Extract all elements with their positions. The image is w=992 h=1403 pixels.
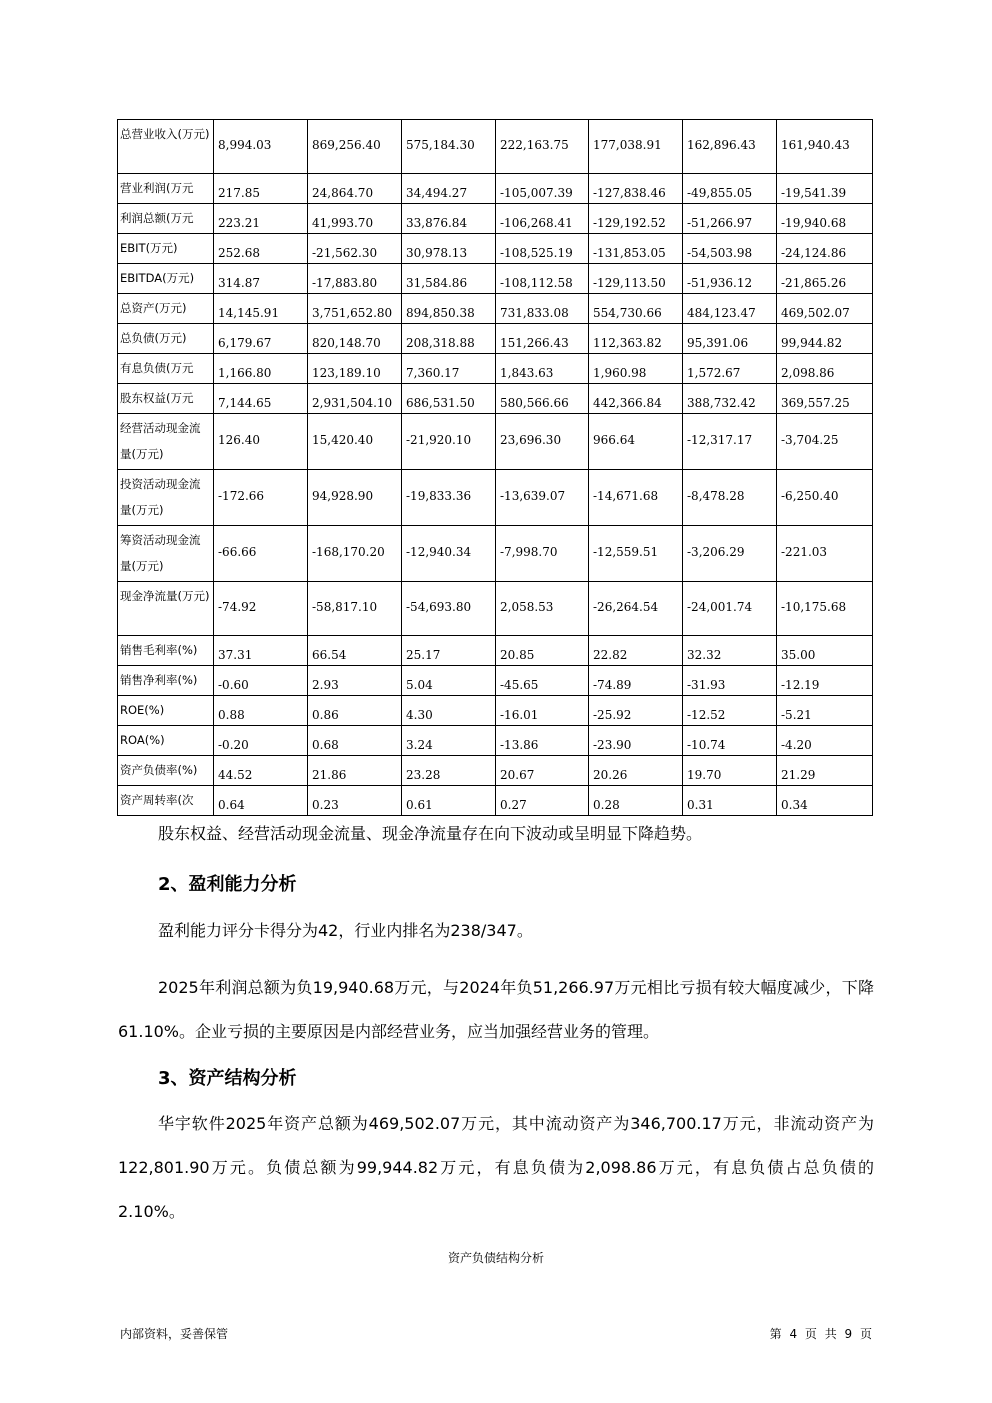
financial-table-body [118,120,873,816]
table-cell: 208,318.88 [402,324,496,354]
table-cell: -24,001.74 [683,582,777,636]
table-cell: 1,572.67 [683,354,777,384]
table-cell: 369,557.25 [777,384,873,414]
table-row [118,756,873,786]
table-cell: 580,566.66 [496,384,589,414]
table-cell: 15,420.40 [308,414,402,470]
table-cell: 0.27 [496,786,589,816]
table-cell: -21,865.26 [777,264,873,294]
table-cell: -3,704.25 [777,414,873,470]
table-cell: -21,920.10 [402,414,496,470]
table-cell: -58,817.10 [308,582,402,636]
table-cell: 3.24 [402,726,496,756]
table-cell: -5.21 [777,696,873,726]
row-label: 有息负债(万元 [118,354,214,384]
table-row [118,726,873,756]
table-row [118,324,873,354]
table-cell: -168,170.20 [308,526,402,582]
table-row [118,120,873,174]
row-label: EBIT(万元) [118,234,214,264]
table-cell: -14,671.68 [589,470,683,526]
table-cell: 388,732.42 [683,384,777,414]
row-label: 利润总额(万元 [118,204,214,234]
table-cell: 41,993.70 [308,204,402,234]
profitability-score-text: 盈利能力评分卡得分为42，行业内排名为238/347。 [158,921,533,940]
table-cell: -7,998.70 [496,526,589,582]
table-cell: 2.93 [308,666,402,696]
table-cell: 94,928.90 [308,470,402,526]
row-label: EBITDA(万元) [118,264,214,294]
table-cell: -129,113.50 [589,264,683,294]
table-cell: 23,696.30 [496,414,589,470]
table-cell: 252.68 [214,234,308,264]
table-cell: 35.00 [777,636,873,666]
table-row [118,234,873,264]
table-cell: 20.67 [496,756,589,786]
table-cell: 869,256.40 [308,120,402,174]
table-cell: 31,584.86 [402,264,496,294]
table-cell: 20.85 [496,636,589,666]
table-cell: -105,007.39 [496,174,589,204]
table-cell: 2,098.86 [777,354,873,384]
row-label: 经营活动现金流量(万元) [118,414,214,470]
table-cell: 0.86 [308,696,402,726]
table-row [118,414,873,470]
table-row [118,264,873,294]
table-cell: 21.29 [777,756,873,786]
table-cell: -108,112.58 [496,264,589,294]
table-cell: 95,391.06 [683,324,777,354]
table-cell: -26,264.54 [589,582,683,636]
table-row [118,294,873,324]
table-cell: 469,502.07 [777,294,873,324]
table-cell: -66.66 [214,526,308,582]
table-cell: -45.65 [496,666,589,696]
table-cell: 14,145.91 [214,294,308,324]
row-label: ROA(%) [118,726,214,756]
table-cell: -12.52 [683,696,777,726]
table-cell: -3,206.29 [683,526,777,582]
table-cell: 0.61 [402,786,496,816]
table-cell: 314.87 [214,264,308,294]
table-cell: 25.17 [402,636,496,666]
table-cell: -10.74 [683,726,777,756]
table-cell: -106,268.41 [496,204,589,234]
table-cell: -0.20 [214,726,308,756]
table-cell: 8,994.03 [214,120,308,174]
table-cell: -19,541.39 [777,174,873,204]
table-cell: 5.04 [402,666,496,696]
table-cell: -25.92 [589,696,683,726]
table-cell: 0.64 [214,786,308,816]
table-cell: -49,855.05 [683,174,777,204]
table-cell: 32.32 [683,636,777,666]
table-row [118,636,873,666]
table-cell: 162,896.43 [683,120,777,174]
table-cell: -12,940.34 [402,526,496,582]
table-cell: 33,876.84 [402,204,496,234]
table-cell: 6,179.67 [214,324,308,354]
row-label: 销售毛利率(%) [118,636,214,666]
table-row [118,696,873,726]
table-cell: -31.93 [683,666,777,696]
table-cell: -8,478.28 [683,470,777,526]
row-label: 总资产(万元) [118,294,214,324]
table-cell: 484,123.47 [683,294,777,324]
row-label: 资产周转率(次 [118,786,214,816]
table-cell: 222,163.75 [496,120,589,174]
table-cell: -6,250.40 [777,470,873,526]
table-cell: -131,853.05 [589,234,683,264]
table-cell: -12,317.17 [683,414,777,470]
table-cell: 3,751,652.80 [308,294,402,324]
table-cell: -51,936.12 [683,264,777,294]
footer-confidential-note: 内部资料，妥善保管 [120,1327,229,1341]
table-cell: 1,843.63 [496,354,589,384]
table-cell: -12,559.51 [589,526,683,582]
table-cell: 0.23 [308,786,402,816]
table-cell: -129,192.52 [589,204,683,234]
table-cell: 21.86 [308,756,402,786]
table-cell: 894,850.38 [402,294,496,324]
table-cell: -54,693.80 [402,582,496,636]
row-label: 投资活动现金流量(万元) [118,470,214,526]
table-cell: 820,148.70 [308,324,402,354]
table-row [118,384,873,414]
table-cell: -172.66 [214,470,308,526]
table-cell: 7,144.65 [214,384,308,414]
table-cell: 151,266.43 [496,324,589,354]
table-cell: -10,175.68 [777,582,873,636]
table-cell: 99,944.82 [777,324,873,354]
table-cell: 1,166.80 [214,354,308,384]
table-cell: -74.89 [589,666,683,696]
section-heading-asset-structure: 3、资产结构分析 [158,1068,297,1089]
table-cell: 2,931,504.10 [308,384,402,414]
table-cell: -108,525.19 [496,234,589,264]
table-cell: 0.34 [777,786,873,816]
row-label: 营业利润(万元 [118,174,214,204]
table-row [118,666,873,696]
table-row [118,174,873,204]
table-cell: 0.88 [214,696,308,726]
table-cell: 217.85 [214,174,308,204]
table-cell: 2,058.53 [496,582,589,636]
chart-caption: 资产负债结构分析 [447,1251,544,1265]
table-cell: 23.28 [402,756,496,786]
table-cell: 0.31 [683,786,777,816]
table-cell: -74.92 [214,582,308,636]
row-label: 总负债(万元) [118,324,214,354]
table-cell: -24,124.86 [777,234,873,264]
table-cell: 34,494.27 [402,174,496,204]
table-cell: -16.01 [496,696,589,726]
table-cell: 44.52 [214,756,308,786]
row-label: 总营业收入(万元) [118,120,214,174]
table-cell: 1,960.98 [589,354,683,384]
profit-analysis-text: 2025年利润总额为负19,940.68万元，与2024年负51,266.97万元相比亏损有较大幅度减少，下降61.10%。企业亏损的主要原因是内部经营业务，应当加强经营业务的管理。 [118,978,874,1041]
table-cell: 112,363.82 [589,324,683,354]
table-cell: -21,562.30 [308,234,402,264]
row-label: 现金净流量(万元) [118,582,214,636]
table-cell: -51,266.97 [683,204,777,234]
table-cell: -13.86 [496,726,589,756]
table-cell: 30,978.13 [402,234,496,264]
table-cell: -19,833.36 [402,470,496,526]
table-row [118,582,873,636]
asset-structure-text: 华宇软件2025年资产总额为469,502.07万元，其中流动资产为346,700.17万元，非流动资产为122,801.90万元。负债总额为99,944.82万元，有息负债为2,098.86万元，有息负债占总负债的2.10%。 [118,1114,874,1221]
table-cell: 24,864.70 [308,174,402,204]
table-row [118,470,873,526]
table-cell: 0.68 [308,726,402,756]
table-cell: 575,184.30 [402,120,496,174]
table-cell: -13,639.07 [496,470,589,526]
financial-summary-table [117,119,873,816]
trend-summary-text: 股东权益、经营活动现金流量、现金净流量存在向下波动或呈明显下降趋势。 [158,824,703,843]
row-label: 销售净利率(%) [118,666,214,696]
table-cell: 7,360.17 [402,354,496,384]
table-cell: 161,940.43 [777,120,873,174]
table-cell: 37.31 [214,636,308,666]
section-heading-profitability: 2、盈利能力分析 [158,874,297,895]
row-label: 资产负债率(%) [118,756,214,786]
table-cell: -54,503.98 [683,234,777,264]
table-cell: 123,189.10 [308,354,402,384]
row-label: 筹资活动现金流量(万元) [118,526,214,582]
table-cell: 0.28 [589,786,683,816]
table-cell: 223.21 [214,204,308,234]
table-cell: 19.70 [683,756,777,786]
table-row [118,354,873,384]
table-cell: 442,366.84 [589,384,683,414]
table-cell: -221.03 [777,526,873,582]
table-cell: -12.19 [777,666,873,696]
table-row [118,786,873,816]
row-label: 股东权益(万元 [118,384,214,414]
table-row [118,204,873,234]
table-row [118,526,873,582]
table-cell: 966.64 [589,414,683,470]
row-label: ROE(%) [118,696,214,726]
footer-page-number: 第 4 页 共 9 页 [769,1327,872,1341]
table-cell: -127,838.46 [589,174,683,204]
table-cell: 554,730.66 [589,294,683,324]
table-cell: -19,940.68 [777,204,873,234]
table-cell: 731,833.08 [496,294,589,324]
table-cell: 177,038.91 [589,120,683,174]
table-cell: 4.30 [402,696,496,726]
table-cell: -17,883.80 [308,264,402,294]
table-cell: 126.40 [214,414,308,470]
table-cell: -4.20 [777,726,873,756]
table-cell: 20.26 [589,756,683,786]
table-cell: -23.90 [589,726,683,756]
table-cell: 66.54 [308,636,402,666]
table-cell: -0.60 [214,666,308,696]
table-cell: 22.82 [589,636,683,666]
table-cell: 686,531.50 [402,384,496,414]
